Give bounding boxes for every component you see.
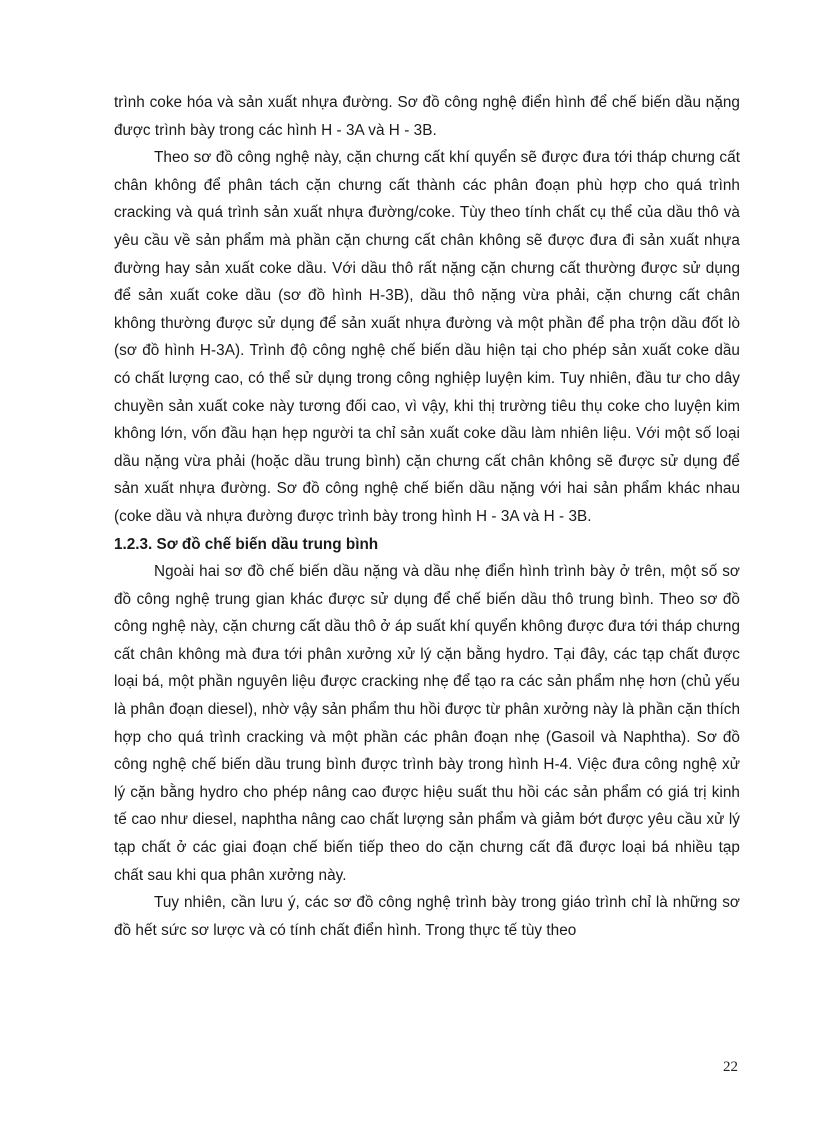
document-page (114, 89, 740, 944)
section-heading: 1.2.3. Sơ đồ chế biến dầu trung bình (114, 535, 379, 553)
paragraph-continuation: trình coke hóa và sản xuất nhựa đường. Sơ đồ công nghệ điển hình để chế biến dầu nặng được trình bày trong các hình H - 3A và H - 3B. (114, 94, 740, 139)
paragraph-heavy-oil-scheme: Theo sơ đồ công nghệ này, cặn chưng cất khí quyển sẽ được đưa tới tháp chưng cất chân không để phân tách cặn chưng cất thành các phân đoạn phù hợp cho quá trình cracking và quá trình sản xuất nhựa đường/coke. Tùy theo tính chất cụ thể của dầu thô và yêu cầu về sản phẩm mà phần cặn chưng cất chân không sẽ được đưa đi sản xuất nhựa đường hay sản xuất coke dầu. Với dầu thô rất nặng cặn chưng cất thường được sử dụng để sản xuất coke dầu (sơ đồ hình H-3B), dầu thô nặng vừa phải, cặn chưng cất chân không thường được sử dụng để sản xuất nhựa đường và một phần để pha trộn dầu đốt lò (sơ đồ hình H-3A). Trình độ công nghệ chế biến dầu hiện tại cho phép sản xuất coke dầu có chất lượng cao, có thể sử dụng trong công nghiệp luyện kim. Tuy nhiên, đầu tư cho dây chuyền sản xuất coke này tương đối cao, vì vậy, khi thị trường tiêu thụ coke cho luyện kim không lớn, vốn đầu hạn hẹp người ta chỉ sản xuất coke dầu làm nhiên liệu. Với một số loại dầu nặng vừa phải (hoặc dầu trung bình) cặn chưng cất chân không sẽ được sử dụng để sản xuất nhựa đường. Sơ đồ công nghệ chế biến dầu nặng với hai sản phẩm khác nhau (coke dầu và nhựa đường được trình bày trong hình H - 3A và H - 3B. (114, 149, 740, 525)
paragraph-medium-oil-scheme: Ngoài hai sơ đồ chế biến dầu nặng và dầu nhẹ điển hình trình bày ở trên, một số sơ đồ công nghệ trung gian khác được sử dụng để chế biến dầu thô trung bình. Theo sơ đồ công nghệ này, cặn chưng cất dầu thô ở áp suất khí quyển không được đưa tới tháp chưng cất chân không mà đưa tới phân xưởng xử lý cặn bằng hydro. Tại đây, các tạp chất được loại bá, một phần nguyên liệu được cracking nhẹ để tạo ra các sản phẩm nhẹ hơn (chủ yếu là phân đoạn diesel), nhờ vậy sản phẩm thu hồi được từ phân xưởng này là phần cặn thích hợp cho quá trình cracking và một phần các phân đoạn nhẹ (Gasoil và Naphtha). Sơ đồ công nghệ chế biến dầu trung bình được trình bày trong hình H-4. Việc đưa công nghệ xử lý cặn bằng hydro cho phép nâng cao được hiệu suất thu hồi các sản phẩm có giá trị kinh tế cao như diesel, naphtha nâng cao chất lượng sản phẩm và giảm bớt được yêu cầu xử lý tạp chất ở các giai đoạn chế biến tiếp theo do cặn chưng cất đã được loại bá nhiều tạp chất sau khi qua phân xưởng này. (114, 563, 740, 884)
page-number: 22 (723, 1059, 738, 1075)
paragraph-note: Tuy nhiên, cần lưu ý, các sơ đồ công nghệ trình bày trong giáo trình chỉ là những sơ đồ hết sức sơ lược và có tính chất điển hình. Trong thực tế tùy theo (114, 894, 740, 939)
